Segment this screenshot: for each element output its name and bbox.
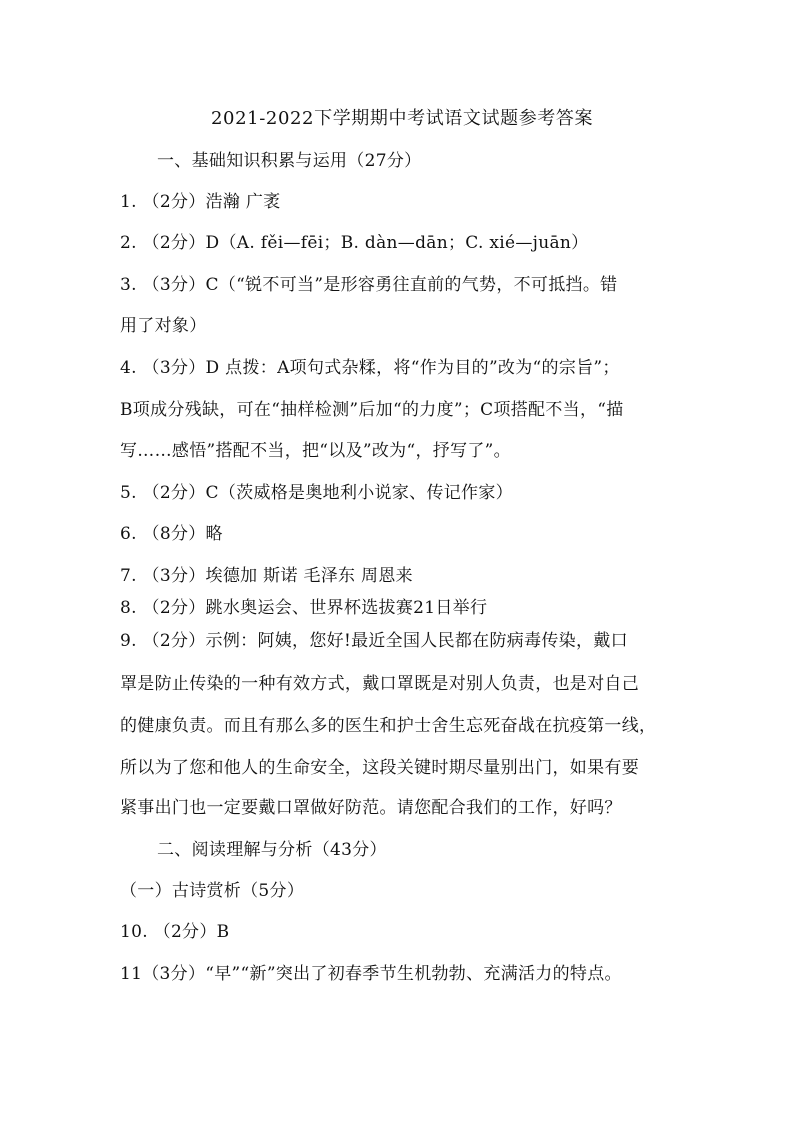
answer-q9-line5: 紧事出门也一定要戴口罩做好防范。请您配合我们的工作，好吗？	[120, 798, 622, 818]
answer-q6: 6. （8分）略	[120, 524, 223, 544]
answer-q2: 2. （2分）D（A. fěi—fēi；B. dàn—dān；C. xié—juān）	[120, 233, 589, 253]
answer-q9-line4: 所以为了您和他人的生命安全，这段关键时期尽量别出门，如果有要	[120, 758, 639, 778]
answer-q3-line1: 3. （3分）C（“锐不可当”是形容勇往直前的气势，不可抵挡。错	[120, 275, 618, 295]
answer-q9-line2: 罩是防止传染的一种有效方式，戴口罩既是对别人负责，也是对自己	[120, 674, 639, 694]
document-title: 2021-2022下学期期中考试语文试题参考答案	[211, 108, 594, 129]
answer-q11: 11（3分）“早”“新”突出了初春季节生机勃勃、充满活力的特点。	[120, 964, 622, 984]
answer-q8: 8. （2分）跳水奥运会、世界杯选拔赛21日举行	[120, 598, 488, 618]
answer-q4-line3: 写……感悟”搭配不当，把“以及”改为“，抒写了”。	[120, 441, 511, 461]
answer-q9-line3: 的健康负责。而且有那么多的医生和护士舍生忘死奋战在抗疫第一线，	[120, 716, 657, 736]
answer-q9-line1: 9. （2分）示例：阿姨，您好!最近全国人民都在防病毒传染，戴口	[120, 631, 628, 651]
answer-q7: 7. （3分）埃德加 斯诺 毛泽东 周恩来	[120, 566, 413, 586]
answer-q4-line1: 4. （3分）D 点拨：A项句式杂糅，将“作为目的”改为“的宗旨”；	[120, 358, 620, 378]
answer-q10: 10. （2分）B	[120, 922, 230, 942]
subsection-heading-poetry: （一）古诗赏析（5分）	[120, 881, 305, 901]
answer-q4-line2: B项成分残缺，可在“抽样检测”后加“的力度”；C项搭配不当，“描	[120, 400, 624, 420]
answer-q1: 1. （2分）浩瀚 广袤	[120, 192, 281, 212]
answer-q5: 5. （2分）C（茨威格是奥地利小说家、传记作家）	[120, 483, 513, 503]
section-heading-basics: 一、基础知识积累与运用（27分）	[157, 151, 422, 171]
answer-q3-line2: 用了对象）	[120, 316, 207, 336]
section-heading-reading: 二、阅读理解与分析（43分）	[157, 840, 387, 860]
